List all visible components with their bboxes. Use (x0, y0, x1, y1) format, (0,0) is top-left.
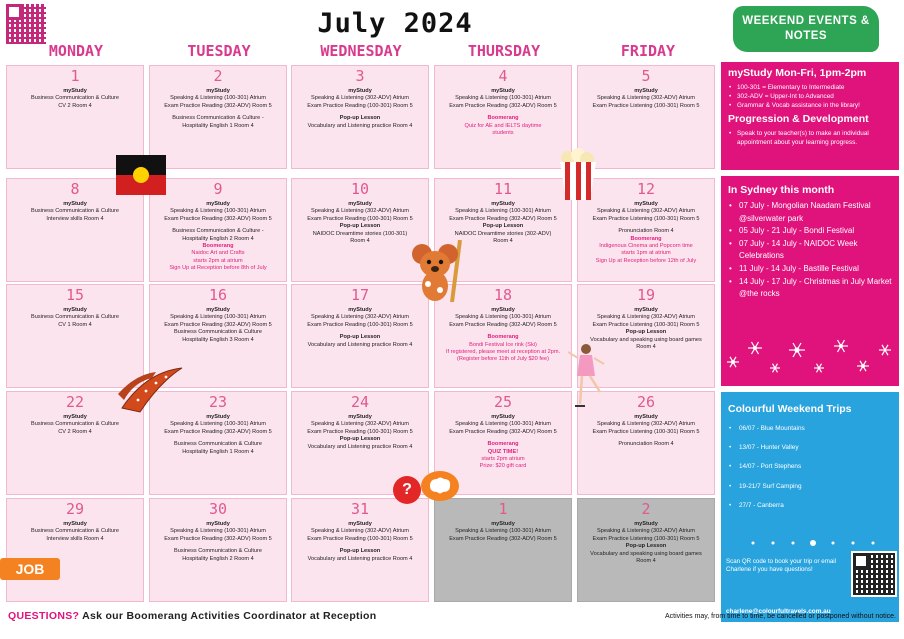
activity-line: QUIZ TIME! (487, 448, 519, 455)
trip-item: • 27/7 - Canberra (728, 496, 892, 515)
activity-line: myStudy (206, 521, 230, 527)
day-number: 2 (213, 67, 223, 85)
day-number: 1 (498, 500, 508, 518)
activity-line: Speaking & Listening (302-ADV) Atrium (311, 528, 409, 535)
activity-line: Exam Practice Listening (100-301) Room 5 (592, 102, 700, 109)
activity-line: Speaking & Listening (100-301) Atrium (170, 208, 266, 215)
activity-line: Room 4 (493, 238, 513, 245)
activity-line: Speaking & Listening (100-301) Atrium (455, 208, 551, 215)
day-number: 25 (493, 393, 513, 411)
activity-line: Pop-up Lesson (339, 334, 381, 341)
day-number: 16 (208, 286, 228, 304)
trips-title: Colourful Weekend Trips (728, 403, 852, 415)
activity-line: Pop-up Lesson (339, 223, 381, 230)
mystudy-item: • 100-301 = Elementary to Intermediate (728, 83, 892, 92)
qr-instructions: Scan QR code to book your trip or email Charlene if you have questions! (726, 558, 837, 573)
activity-line: Exam Practice Reading (302-ADV) Room 5 (164, 321, 272, 328)
trip-item: • 14/07 - Port Stephens (728, 457, 892, 476)
activity-line: Speaking & Listening (302-ADV) Atrium (311, 95, 409, 102)
activity-line: myStudy (491, 88, 515, 94)
sydney-event: • 07 July - Mongolian Naadam Festival @silverwater park (728, 200, 892, 225)
day-number: 3 (355, 67, 365, 85)
day-number: 12 (636, 180, 656, 198)
brain-bubble-icon (420, 470, 460, 504)
day-header-tuesday: TUESDAY (187, 42, 251, 60)
activity-line: Vocabulary and Listening practice Room 4 (307, 555, 413, 562)
trip-item: • 19-21/7 Surf Camping (728, 477, 892, 496)
activity-line: Speaking & Listening (100-301) Atrium (170, 314, 266, 321)
calendar-day-cell (6, 65, 144, 169)
popcorn-icon (556, 148, 600, 202)
activity-line: Pronunciation Room 4 (618, 228, 674, 235)
day-number: 8 (70, 180, 80, 198)
activity-line: Exam Practice Reading (302-ADV) Room 5 (449, 535, 557, 542)
snowflakes-decoration (721, 328, 899, 380)
footer-coordinator: Ask our Boomerang Activities Coordinator at Reception (79, 610, 377, 622)
activity-line: Speaking & Listening (100-301) Atrium (455, 528, 551, 535)
activity-line: myStudy (63, 521, 87, 527)
calendar-day-cell (577, 498, 715, 602)
activity-line: Business Communication & Culture (31, 208, 119, 215)
activity-line: Speaking & Listening (100-301) Atrium (455, 421, 551, 428)
ice-skater-icon (568, 342, 606, 410)
page-title: July 2024 (317, 8, 473, 39)
activity-line: Speaking & Listening (100-301) Atrium (170, 95, 266, 102)
activity-line: NAIDOC Dreamtime stories (302-ADV) (454, 230, 552, 237)
activity-line: NAIDOC Dreamtime stories (100-301) (312, 230, 408, 237)
day-header-wednesday: WEDNESDAY (320, 42, 402, 60)
progression-item: • Speak to your teacher(s) to make an individual appointment about your learning progress. (728, 129, 892, 147)
sydney-title: In Sydney this month (728, 184, 835, 196)
activity-line: Hospitality English 3 Room 4 (182, 336, 254, 343)
calendar-day-cell (149, 65, 287, 169)
activity-line: CV 1 Room 4 (58, 321, 92, 328)
day-number: 15 (65, 286, 85, 304)
activity-line: Business Communication & Culture (31, 528, 119, 535)
day-number: 1 (70, 67, 80, 85)
activity-line: myStudy (63, 88, 87, 94)
day-number: 11 (493, 180, 513, 198)
activity-line: Business Communication & Culture (31, 421, 119, 428)
activity-line: myStudy (63, 414, 87, 420)
boomerang-icon (116, 364, 188, 414)
mystudy-panel (721, 62, 899, 170)
activity-line: myStudy (634, 88, 658, 94)
weekend-trips-panel (721, 392, 899, 622)
activity-line: Business Communication & Culture - (172, 228, 264, 235)
activity-line: starts 1pm at atrium (621, 250, 671, 257)
activity-line: Speaking & Listening (302-ADV) Atrium (597, 208, 695, 215)
day-header-monday: MONDAY (48, 42, 104, 60)
trip-item: • 06/07 - Blue Mountains (728, 419, 892, 438)
activity-line: Exam Practice Listening (100-301) Room 5 (592, 215, 700, 222)
activity-line: Sign Up at Reception before 12th of July (595, 257, 697, 264)
sydney-event: • 05 July - 21 July - Bondi Festival (728, 225, 892, 238)
activity-line: Interview skills Room 4 (46, 215, 104, 222)
activity-line: myStudy (206, 307, 230, 313)
activity-line: myStudy (348, 201, 372, 207)
activity-line: Exam Practice Reading (302-ADV) Room 5 (164, 535, 272, 542)
activity-line: Hospitality English 2 Room 4 (182, 235, 254, 242)
activity-line: Hospitality English 2 Room 4 (182, 555, 254, 562)
activity-line: myStudy (491, 414, 515, 420)
question-mark-glyph: ? (402, 481, 412, 498)
day-number: 30 (208, 500, 228, 518)
calendar-day-cell (434, 498, 572, 602)
activity-line: Business Communication & Culture (174, 441, 262, 448)
activity-line: Hospitality English 1 Room 4 (182, 122, 254, 129)
activity-line: Pronunciation Room 4 (618, 441, 674, 448)
activity-line: Exam Practice Reading (302-ADV) Room 5 (164, 102, 272, 109)
activity-line: Boomerang (487, 334, 519, 341)
activity-line: Business Communication & Culture (174, 329, 262, 336)
activity-line: myStudy (206, 201, 230, 207)
activity-line: Quiz for AE and IELTS daytime (464, 122, 542, 129)
activity-line: Speaking & Listening (100-301) Atrium (170, 528, 266, 535)
activity-line: myStudy (634, 414, 658, 420)
activity-line: Vocabulary and speaking using board games (590, 550, 702, 557)
activity-line: Pop-up Lesson (625, 543, 667, 550)
day-number: 5 (641, 67, 651, 85)
activity-line: Room 4 (636, 344, 656, 351)
activity-line: Room 4 (350, 238, 370, 245)
day-header-thursday: THURSDAY (467, 42, 541, 60)
activity-line: Bondi Festival Ice rink (Ski) (469, 341, 537, 348)
activity-line: Business Communication & Culture (31, 314, 119, 321)
calendar-day-cell (291, 65, 429, 169)
sydney-event: • 11 July - 14 July - Bastille Festival (728, 263, 892, 276)
activity-line: Vocabulary and Listening practice Room 4 (307, 443, 413, 450)
activity-line: Vocabulary and Listening practice Room 4 (307, 341, 413, 348)
activity-line: Hospitality English 1 Room 4 (182, 448, 254, 455)
question-bubble-icon (393, 476, 421, 504)
koala-icon (408, 240, 468, 302)
weekend-events-banner (733, 6, 879, 52)
activity-line: Exam Practice Listening (100-301) Room 5 (592, 428, 700, 435)
activity-line: Business Communication & Culture (31, 95, 119, 102)
job-sign-label: JOB (15, 561, 45, 577)
activity-line: If registered, please meet at reception at 2pm. (445, 349, 561, 356)
day-number: 9 (213, 180, 223, 198)
job-sign-icon (0, 558, 60, 580)
day-number: 23 (208, 393, 228, 411)
activity-line: Business Communication & Culture (174, 548, 262, 555)
activity-line: Speaking & Listening (302-ADV) Atrium (597, 528, 695, 535)
activity-line: starts 2pm atrium (481, 456, 525, 463)
day-number: 22 (65, 393, 85, 411)
activity-line: Speaking & Listening (302-ADV) Atrium (597, 421, 695, 428)
activity-line: Interview skills Room 4 (46, 535, 104, 542)
activity-line: Speaking & Listening (100-301) Atrium (455, 95, 551, 102)
activity-line: Vocabulary and speaking using board games (590, 336, 702, 343)
day-number: 29 (65, 500, 85, 518)
activity-line: Exam Practice Reading (100-301) Room 5 (307, 102, 413, 109)
sydney-event: • 14 July - 17 July - Christmas in July Market @the rocks (728, 276, 892, 301)
activity-line: Exam Practice Reading (100-301) Room 5 (307, 215, 413, 222)
day-number: 4 (498, 67, 508, 85)
activity-line: Exam Practice Reading (302-ADV) Room 5 (449, 321, 557, 328)
activity-line: Room 4 (636, 558, 656, 565)
footer-question-label: QUESTIONS? (8, 610, 80, 622)
calendar-day-cell (434, 65, 572, 169)
activity-line: Business Communication & Culture - (172, 115, 264, 122)
activity-line: Vocabulary and Listening practice Room 4 (307, 122, 413, 129)
activity-line: myStudy (634, 307, 658, 313)
activity-line: Exam Practice Reading (302-ADV) Room 5 (449, 215, 557, 222)
activity-line: Speaking & Listening (302-ADV) Atrium (311, 208, 409, 215)
banner-label: WEEKEND EVENTS & NOTES (742, 15, 870, 42)
activity-line: starts 2pm at atrium (193, 257, 243, 264)
day-number: 31 (350, 500, 370, 518)
activity-line: Speaking & Listening (302-ADV) Atrium (597, 95, 695, 102)
divider-dots (743, 538, 883, 548)
footer-disclaimer: Activities may, from time to time, be cancelled or postponed without notice. (665, 613, 896, 620)
activity-line: CV 2 Room 4 (58, 428, 92, 435)
activity-line: myStudy (348, 307, 372, 313)
activity-line: Boomerang (487, 115, 519, 122)
activity-line: Indigenous Cinema and Popcorn time (599, 243, 693, 250)
activity-line: myStudy (63, 307, 87, 313)
activity-line: myStudy (206, 88, 230, 94)
activity-line: Speaking & Listening (100-301) Atrium (455, 314, 551, 321)
mystudy-title: myStudy Mon-Fri, 1pm-2pm (728, 67, 867, 79)
activity-line: Prize: $20 gift card (479, 463, 527, 470)
activity-line: CV 2 Room 4 (58, 102, 92, 109)
trip-item: • 13/07 - Hunter Valley (728, 438, 892, 457)
activity-line: Exam Practice Reading (100-301) Room 5 (307, 321, 413, 328)
calendar-day-cell (291, 498, 429, 602)
activity-line: Pop-up Lesson (339, 115, 381, 122)
activity-line: myStudy (491, 521, 515, 527)
activity-line: myStudy (491, 307, 515, 313)
activity-line: myStudy (206, 414, 230, 420)
activity-line: Pop-up Lesson (482, 223, 524, 230)
activity-line: Speaking & Listening (302-ADV) Atrium (597, 314, 695, 321)
activity-line: Exam Practice Reading (100-301) Room 5 (307, 428, 413, 435)
activity-line: myStudy (63, 201, 87, 207)
activity-line: Exam Practice Reading (100-301) Room 5 (307, 535, 413, 542)
activity-line: (Register before 11th of July $20 fee) (457, 356, 549, 363)
day-number: 2 (641, 500, 651, 518)
activity-line: Speaking & Listening (100-301) Atrium (170, 421, 266, 428)
activity-line: Pop-up Lesson (625, 329, 667, 336)
activity-line: Exam Practice Listening (100-301) Room 5 (592, 535, 700, 542)
progression-title: Progression & Development (728, 113, 869, 125)
activity-line: Speaking & Listening (302-ADV) Atrium (311, 421, 409, 428)
activity-line: Exam Practice Reading (302-ADV) Room 5 (164, 215, 272, 222)
activity-line: Pop-up Lesson (339, 436, 381, 443)
sydney-event: • 07 July - 14 July - NAIDOC Week Celebrations (728, 238, 892, 263)
aboriginal-flag-icon (116, 155, 166, 195)
day-header-friday: FRIDAY (620, 42, 676, 60)
trip-booking-qr-icon[interactable] (853, 553, 895, 595)
activity-line: Exam Practice Reading (302-ADV) Room 5 (449, 102, 557, 109)
activity-line: Boomerang (202, 243, 234, 250)
activity-line: myStudy (348, 521, 372, 527)
activity-line: Speaking & Listening (302-ADV) Atrium (311, 314, 409, 321)
calendar-day-cell (6, 498, 144, 602)
day-number: 26 (636, 393, 656, 411)
day-number: 24 (350, 393, 370, 411)
activity-line: Boomerang (630, 235, 662, 242)
activity-line: Naidoc Art and Crafts (191, 250, 245, 257)
sydney-events-panel (721, 176, 899, 386)
day-number: 18 (493, 286, 513, 304)
activity-line: Sign Up at Reception before 8th of July (169, 265, 267, 272)
calendar-day-cell (149, 178, 287, 282)
activity-line: Exam Practice Reading (302-ADV) Room 5 (164, 428, 272, 435)
footer-question (8, 610, 376, 622)
qr-code-icon[interactable] (6, 4, 46, 44)
activity-line: Exam Practice Listening (100-301) Room 5 (592, 321, 700, 328)
activity-line: students (492, 130, 514, 137)
activity-line: Pop-up Lesson (339, 548, 381, 555)
activity-line: myStudy (491, 201, 515, 207)
day-number: 10 (350, 180, 370, 198)
contact-email[interactable]: charlene@colourfultravels.com.au (726, 608, 831, 615)
mystudy-item: • Grammar & Vocab assistance in the library! (728, 101, 892, 110)
day-number: 17 (350, 286, 370, 304)
activity-line: myStudy (634, 521, 658, 527)
calendar-day-cell (149, 498, 287, 602)
activity-line: myStudy (348, 88, 372, 94)
activity-line: Exam Practice Reading (302-ADV) Room 5 (449, 428, 557, 435)
day-number: 19 (636, 286, 656, 304)
activity-line: Boomerang (487, 441, 519, 448)
activity-line: myStudy (634, 201, 658, 207)
mystudy-item: • 302-ADV = Upper-Int to Advanced (728, 92, 892, 101)
activity-line: myStudy (348, 414, 372, 420)
